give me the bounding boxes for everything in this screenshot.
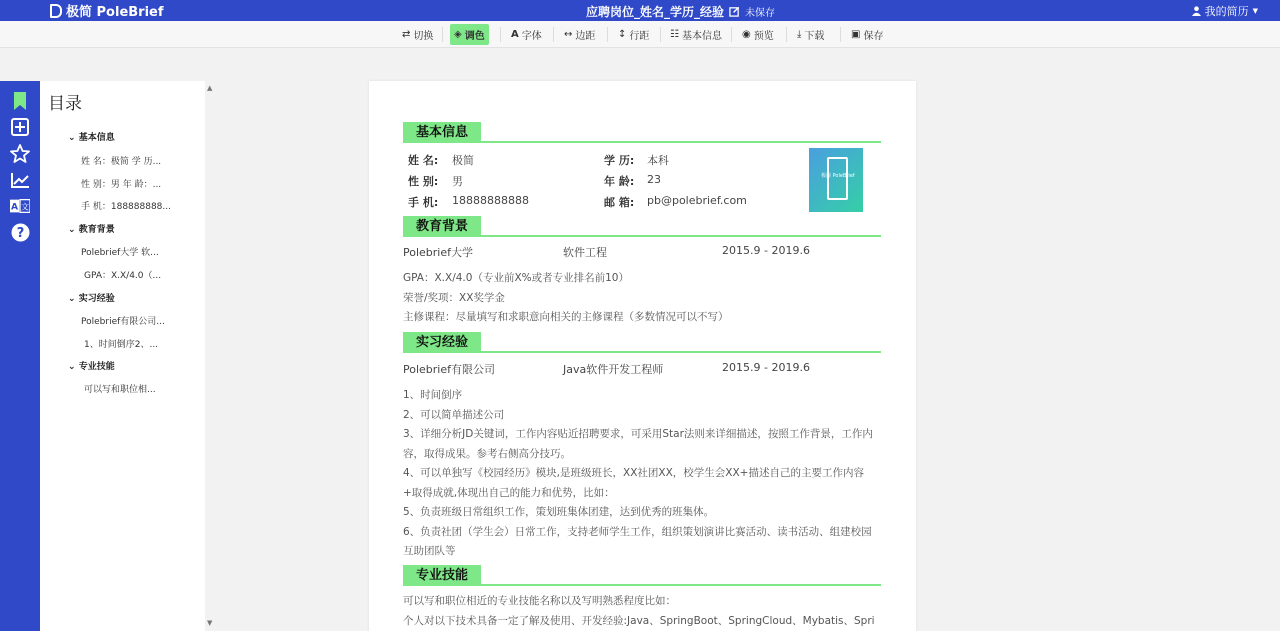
toolbar-divider — [553, 27, 554, 42]
font-button[interactable] — [507, 24, 546, 45]
color-button[interactable] — [450, 24, 489, 45]
toolbar-divider — [660, 27, 661, 42]
avatar-photo[interactable] — [809, 148, 863, 212]
education-line: GPA：X.X/4.0（专业前X%或者专业排名前10） — [403, 272, 629, 284]
education-period[interactable]: 2015.9 - 2019.6 — [722, 244, 810, 257]
outline-item[interactable]: 1、时间倒序2、... — [84, 340, 159, 350]
bookmark-icon[interactable] — [10, 91, 30, 111]
outline-item[interactable]: 手 机：188888888... — [81, 202, 171, 212]
outline-item[interactable]: 姓 名：极简 学 历... — [81, 157, 162, 167]
outline-section-label: 实习经验 — [78, 294, 115, 304]
brand-name: 极简 PoleBrief — [66, 5, 164, 20]
age-value[interactable]: 23 — [647, 173, 661, 186]
basic-info-button[interactable] — [666, 24, 726, 45]
email-label: 邮 箱: — [604, 196, 635, 209]
svg-text:文: 文 — [20, 201, 30, 212]
chevron-down-icon: ⌄ — [68, 362, 76, 372]
top-bar — [0, 0, 1280, 21]
internship-period[interactable]: 2015.9 - 2019.6 — [722, 361, 810, 374]
save-label: 保存 — [863, 31, 884, 42]
line-height-button[interactable] — [614, 24, 653, 45]
margin-button[interactable] — [560, 24, 599, 45]
internship-line: 4、可以单独写《校园经历》模块,是班级班长，XX社团XX，校学生会XX+描述自己的主要工作内容+取得成就,体现出自己的能力和优势，比如： — [403, 467, 864, 499]
user-menu-label: 我的简历 — [1204, 5, 1249, 18]
resume-page — [369, 81, 916, 631]
line-height-label: 行距 — [629, 31, 650, 42]
caret-down-icon: ▼ — [1252, 7, 1258, 15]
toolbar-divider — [731, 27, 732, 42]
email-value[interactable]: pb@polebrief.com — [647, 194, 747, 207]
download-button[interactable] — [793, 24, 828, 45]
outline-item[interactable]: Polebrief有限公司... — [81, 317, 165, 327]
download-label: 下载 — [804, 31, 825, 42]
edit-icon[interactable] — [729, 6, 740, 17]
company-name[interactable]: Polebrief有限公司 — [403, 363, 495, 376]
polebrief-logo-icon — [50, 4, 62, 18]
chevron-down-icon: ⌄ — [68, 294, 76, 304]
vertical-arrows-icon: ↕ — [618, 29, 627, 40]
skills-line: 个人对以下技术具备一定了解及使用、开发经验:Java、SpringBoot、SpringCloud、Mybatis、Spri — [403, 614, 875, 627]
brand-logo[interactable] — [50, 2, 164, 19]
user-icon — [1192, 6, 1201, 16]
internship-details[interactable] — [403, 386, 881, 562]
gender-label: 性 别: — [408, 175, 439, 188]
chevron-down-icon: ⌄ — [68, 225, 76, 235]
internship-line: 6、负责社团（学生会）日常工作，支持老师学生工作，组织策划演讲比赛活动、读书活动、组建校园互助团队等 — [403, 525, 872, 557]
horizontal-arrows-icon: ↔ — [564, 29, 573, 40]
switch-button[interactable] — [398, 24, 437, 45]
preview-label: 预览 — [753, 31, 774, 42]
education-level-label: 学 历: — [604, 154, 635, 167]
internship-line: 3、详细分析JD关键词，工作内容贴近招聘要求，可采用Star法则来详细描述，按照工作背景，工作内容，取得成果。参考右侧高分技巧。 — [403, 428, 873, 460]
section-title-skills[interactable]: 专业技能 — [403, 564, 881, 586]
skills-line: 可以写和职位相近的专业技能名称以及写明熟悉程度比如： — [403, 595, 676, 607]
document-title-text[interactable]: 应聘岗位_姓名_学历_经验 — [586, 5, 725, 19]
basic-info-label: 基本信息 — [681, 31, 722, 42]
floppy-disk-icon: ▣ — [851, 29, 861, 40]
save-status: 未保存 — [745, 8, 776, 19]
user-menu[interactable] — [1192, 3, 1258, 19]
font-icon: A — [511, 29, 519, 40]
outline-item[interactable]: Polebrief大学 软... — [81, 248, 159, 258]
outline-section-label: 专业技能 — [78, 362, 115, 372]
section-title-education[interactable]: 教育背景 — [403, 215, 881, 237]
chevron-down-icon: ⌄ — [68, 133, 76, 143]
svg-text:?: ? — [16, 225, 24, 241]
section-title-internship[interactable]: 实习经验 — [403, 331, 881, 353]
save-button[interactable] — [847, 24, 887, 45]
toolbar — [0, 21, 1280, 48]
translate-icon[interactable] — [10, 196, 30, 216]
list-icon: ☷ — [670, 29, 679, 40]
education-level-value[interactable]: 本科 — [647, 154, 669, 167]
outline-section-education[interactable] — [68, 222, 115, 235]
outline-section-label: 教育背景 — [78, 225, 115, 235]
outline-item[interactable]: 可以写和职位相... — [84, 385, 156, 395]
school-name[interactable]: Polebrief大学 — [403, 246, 473, 259]
education-line: 主修课程：尽量填写和求职意向相关的主修课程（多数情况可以不写） — [403, 311, 729, 323]
outline-item[interactable]: GPA：X.X/4.0（... — [84, 271, 162, 281]
job-role[interactable]: Java软件开发工程师 — [563, 363, 664, 376]
internship-line: 1、时间倒序 — [403, 389, 463, 401]
toolbar-divider — [786, 27, 787, 42]
phone-label: 手 机: — [408, 196, 439, 209]
section-title-basic-info[interactable]: 基本信息 — [403, 121, 881, 143]
paint-bucket-icon: ◈ — [454, 29, 462, 40]
swap-icon: ⇄ — [402, 29, 411, 40]
scroll-down-arrow-icon[interactable]: ▼ — [207, 619, 213, 627]
outline-title: 目录 — [48, 94, 82, 114]
download-icon: ⤓ — [797, 29, 802, 40]
phone-value[interactable]: 18888888888 — [452, 194, 529, 207]
margin-label: 边距 — [575, 31, 596, 42]
star-icon[interactable] — [10, 143, 30, 163]
outline-section-basic[interactable] — [68, 130, 115, 143]
preview-button[interactable] — [738, 24, 778, 45]
internship-line: 2、可以简单描述公司 — [403, 408, 505, 421]
scroll-up-arrow-icon[interactable]: ▲ — [207, 84, 213, 92]
document-title — [586, 3, 775, 20]
outline-scrollbar[interactable] — [205, 81, 217, 631]
education-line: 荣誉/奖项：XX奖学金 — [403, 291, 505, 304]
toolbar-divider — [500, 27, 501, 42]
photo-watermark: 极简 PoleBrief — [821, 173, 855, 179]
help-icon[interactable] — [10, 222, 30, 242]
color-label: 调色 — [464, 31, 485, 42]
skills-details[interactable] — [403, 592, 881, 631]
name-label: 姓 名: — [408, 154, 439, 167]
eye-icon: ◉ — [742, 29, 751, 40]
gender-value[interactable]: 男 — [452, 175, 463, 188]
internship-line: 5、负责班级日常组织工作，策划班集体团建，达到优秀的班集体。 — [403, 506, 715, 518]
outline-panel — [40, 81, 205, 631]
outline-section-skills[interactable] — [68, 359, 115, 372]
outline-section-internship[interactable] — [68, 291, 115, 304]
svg-text:A: A — [11, 202, 19, 213]
switch-label: 切换 — [413, 31, 434, 42]
name-value[interactable]: 极简 — [452, 154, 474, 167]
add-module-icon[interactable] — [10, 117, 30, 137]
age-label: 年 龄: — [604, 175, 635, 188]
toolbar-divider — [840, 27, 841, 42]
chart-trend-icon[interactable] — [10, 170, 30, 190]
left-icon-rail — [0, 81, 40, 631]
education-details[interactable] — [403, 269, 881, 328]
toolbar-divider — [442, 27, 443, 42]
font-label: 字体 — [521, 31, 542, 42]
major[interactable]: 软件工程 — [563, 246, 607, 259]
outline-section-label: 基本信息 — [78, 133, 115, 143]
toolbar-divider — [607, 27, 608, 42]
outline-item[interactable]: 性 别：男 年 龄：... — [81, 180, 162, 190]
